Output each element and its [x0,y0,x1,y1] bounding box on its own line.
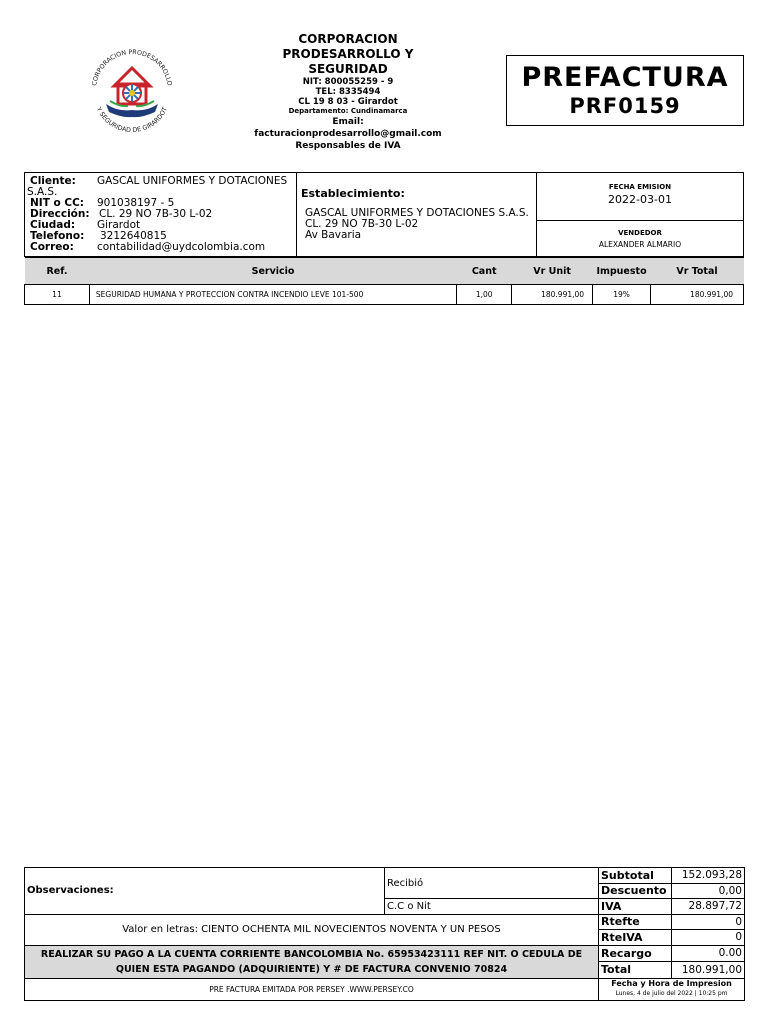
print-info [599,978,745,1000]
client-name: GASCAL UNIFORMES Y DOTACIONES [97,175,288,187]
rtefte-label: Rtefte [599,914,672,930]
iva-value: 28.897,72 [672,899,745,915]
footer-table [24,867,745,1001]
client-label: Cliente: [30,175,76,187]
client-info [25,173,297,256]
document-number: PRF0159 [569,94,681,118]
company-nit: NIT: 800055259 - 9 [302,77,394,87]
document-title: PREFACTURA [521,62,729,93]
row-ref: 11 [25,285,90,305]
company-logo [82,38,182,138]
table-row [25,285,744,305]
print-date: Lunes, 4 de julio del 2022 | 10:25 pm [615,990,728,997]
address-label: Dirección: [30,208,90,220]
establishment-details [305,208,529,241]
row-vr-total: 180.991,00 [651,285,744,305]
company-regime: Responsables de IVA [295,141,401,151]
descuento-value: 0,00 [672,883,745,899]
company-tel: TEL: 8335494 [315,87,381,97]
rteiva-value: 0 [672,930,745,946]
city-label: Ciudad: [30,219,76,231]
recargo-label: Recargo [599,945,672,962]
persey-note: PRE FACTURA EMITADA POR PERSEY .WWW.PERSEY.CO [25,978,599,1000]
company-info [248,32,448,152]
company-department: Departamento: Cundinamarca [288,107,408,115]
print-label: Fecha y Hora de Impresion [611,979,732,988]
company-name-line2: PRODESARROLLO Y [282,47,414,61]
row-impuesto: 19% [593,285,651,305]
client-block [24,172,744,257]
valor-en-letras: Valor en letras: CIENTO OCHENTA MIL NOVECIENTOS NOVENTA Y UN PESOS [25,914,599,945]
document-title-box [506,55,744,126]
phone-label: Telefono: [30,230,85,242]
emission-cell [537,173,743,221]
establishment-info [297,173,537,256]
cc-label: C.C o Nit [385,899,599,915]
col-cant: Cant [457,258,512,285]
logo-text-top: CORPORACION PRODESARROLLO [91,48,173,87]
subtotal-label: Subtotal [599,868,672,884]
establishment-name: GASCAL UNIFORMES Y DOTACIONES S.A.S. [305,207,529,219]
observaciones-label: Observaciones: [25,868,385,915]
logo-text-bottom: Y SEGURIDAD DE GIRARDOT [94,106,170,135]
iva-label: IVA [599,899,672,915]
company-email: facturacionprodesarrollo@gmail.com [254,129,442,139]
company-name-line3: SEGURIDAD [308,62,388,76]
company-name-line1: CORPORACION [298,32,398,46]
company-address: CL 19 8 03 - Girardot [298,97,398,107]
seller-name: ALEXANDER ALMARIO [598,240,682,249]
emission-seller [537,173,743,256]
nit-label: NIT o CC: [30,197,84,209]
recargo-value: 0.00 [672,945,745,962]
phone-value: 3212640815 [100,230,167,242]
rtefte-value: 0 [672,914,745,930]
col-vr-unit: Vr Unit [512,258,593,285]
nit-value: 901038197 - 5 [97,197,175,209]
recibio-label: Recibió [385,868,599,899]
company-email-label: Email: [332,117,364,127]
seller-label: VENDEDOR [618,229,662,237]
items-header-row [25,258,744,285]
col-impuesto: Impuesto [593,258,651,285]
payment-instructions: REALIZAR SU PAGO A LA CUENTA CORRIENTE BANCOLOMBIA No. 65953423111 REF NIT. O CEDULA DE QUIEN ESTA PAGANDO (ADQUIRIENTE) Y # DE FACTURA CONVENIO 70824 [25,945,599,978]
total-value: 180.991,00 [672,962,745,979]
client-name-cont: S.A.S. [27,186,58,198]
establishment-address: CL. 29 NO 7B-30 L-02 [305,218,419,230]
email-label: Correo: [30,241,74,253]
col-ref: Ref. [25,258,90,285]
establishment-label: Establecimiento: [301,187,405,200]
row-vr-unit: 180.991,00 [512,285,593,305]
row-servicio: SEGURIDAD HUMANA Y PROTECCION CONTRA INCENDIO LEVE 101-500 [89,285,456,305]
svg-text:Y SEGURIDAD DE GIRARDOT [95,105,170,134]
subtotal-value: 152.093,28 [672,868,745,884]
rteiva-label: RteIVA [599,930,672,946]
address-value: CL. 29 NO 7B-30 L-02 [99,208,213,220]
total-label: Total [599,962,672,979]
seller-cell [537,221,743,249]
items-table [24,257,744,305]
col-servicio: Servicio [89,258,456,285]
descuento-label: Descuento [599,883,672,899]
emission-label: FECHA EMISION [608,183,672,191]
col-vr-total: Vr Total [651,258,744,285]
establishment-extra: Av Bavaria [305,229,362,241]
email-value: contabilidad@uydcolombia.com [97,241,266,253]
row-cant: 1,00 [457,285,512,305]
city-value: Girardot [97,219,141,231]
emission-date: 2022-03-01 [608,193,672,206]
